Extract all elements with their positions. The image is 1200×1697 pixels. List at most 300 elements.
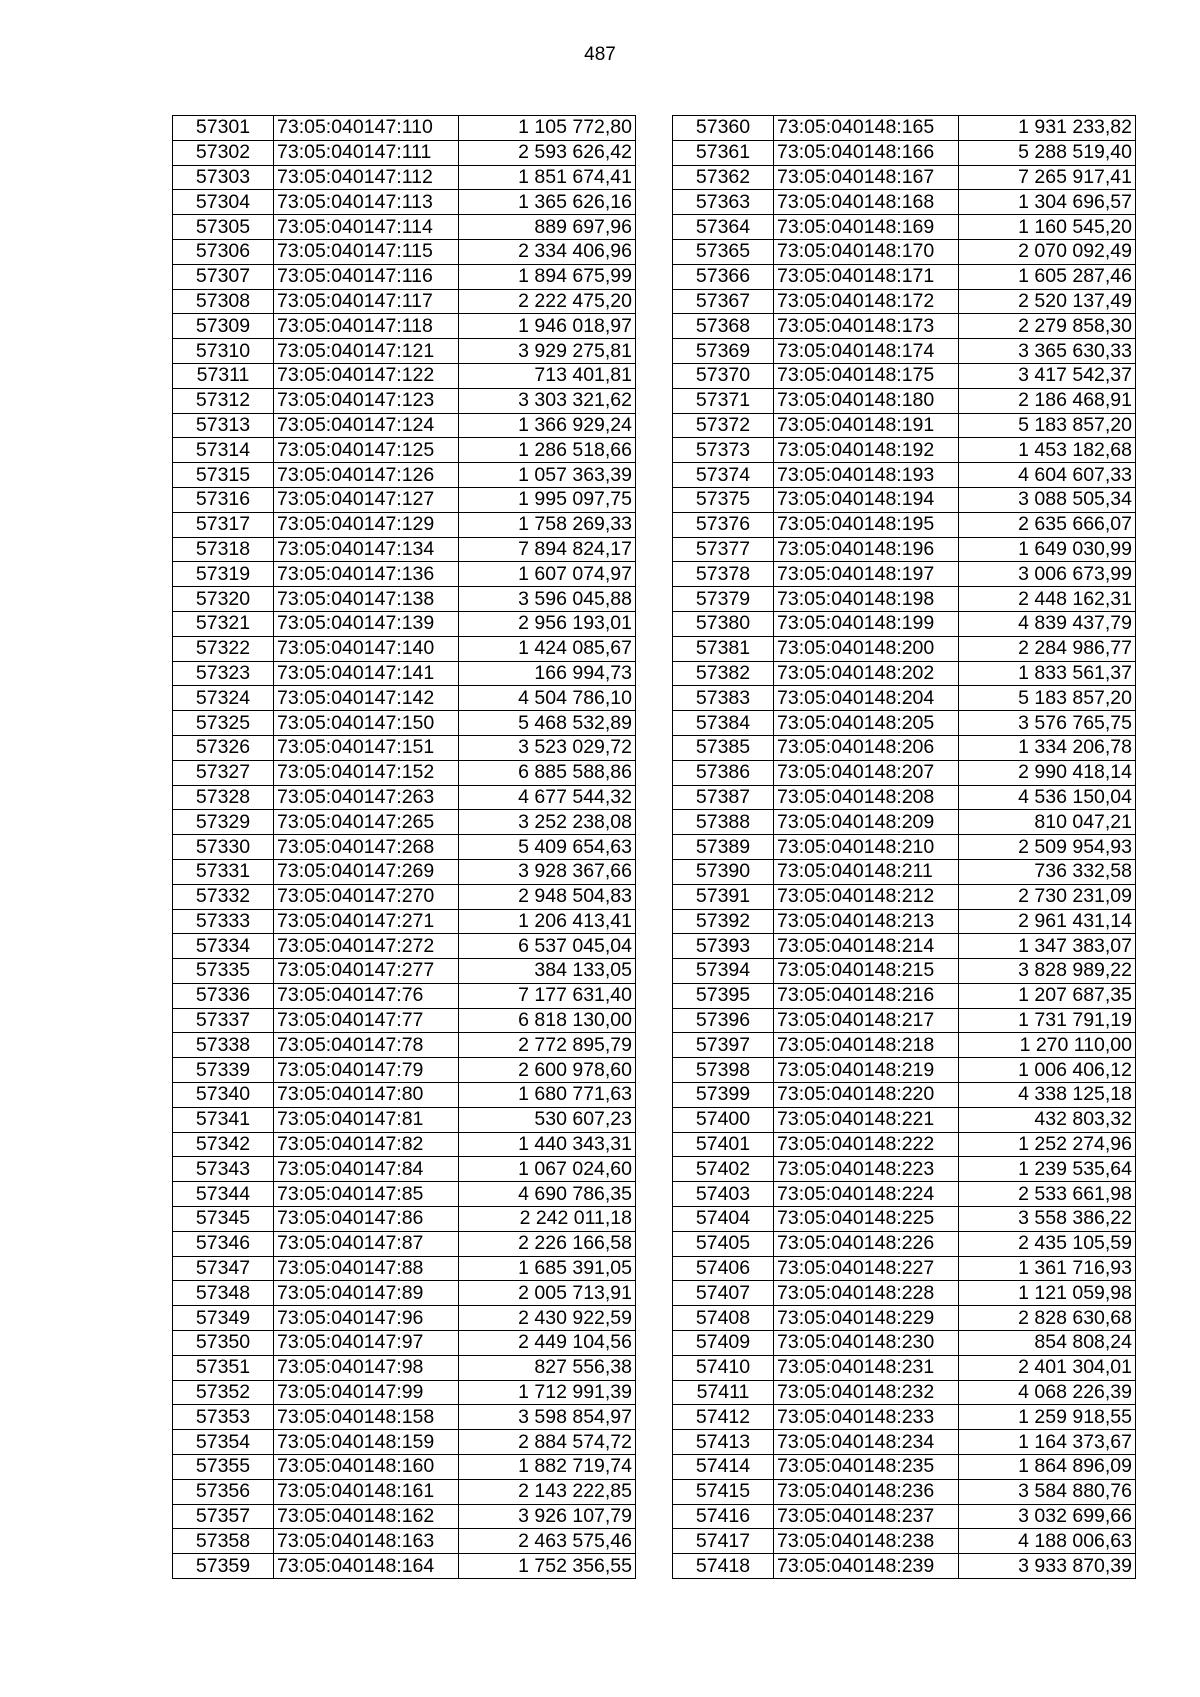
cadastral-number-cell: 73:05:040148:222 (774, 1132, 959, 1157)
table-row (173, 611, 636, 636)
cadastral-number-cell: 73:05:040148:159 (274, 1430, 459, 1455)
table-row (173, 165, 636, 190)
table-row (673, 190, 1136, 215)
cadastral-number-cell: 73:05:040147:82 (274, 1132, 459, 1157)
row-number-cell: 57389 (673, 835, 774, 860)
value-cell: 1 164 373,67 (959, 1430, 1136, 1455)
value-cell: 2 401 304,01 (959, 1355, 1136, 1380)
table-row (173, 686, 636, 711)
table-row (673, 339, 1136, 364)
row-number-cell: 57337 (173, 1008, 274, 1033)
value-cell: 1 304 696,57 (959, 190, 1136, 215)
value-cell: 1 995 097,75 (459, 487, 636, 512)
value-cell: 7 177 631,40 (459, 983, 636, 1008)
table-row (673, 686, 1136, 711)
value-cell: 713 401,81 (459, 363, 636, 388)
row-number-cell: 57396 (673, 1008, 774, 1033)
table-row (173, 264, 636, 289)
row-number-cell: 57320 (173, 587, 274, 612)
value-cell: 1 607 074,97 (459, 562, 636, 587)
table-row (673, 1554, 1136, 1579)
row-number-cell: 57385 (673, 735, 774, 760)
table-row (673, 1355, 1136, 1380)
right-data-table (672, 115, 1136, 1579)
cadastral-number-cell: 73:05:040148:163 (274, 1529, 459, 1554)
table-row (673, 884, 1136, 909)
row-number-cell: 57417 (673, 1529, 774, 1554)
value-cell: 7 894 824,17 (459, 537, 636, 562)
cadastral-number-cell: 73:05:040147:271 (274, 909, 459, 934)
value-cell: 2 600 978,60 (459, 1058, 636, 1083)
cadastral-number-cell: 73:05:040148:170 (774, 239, 959, 264)
value-cell: 2 961 431,14 (959, 909, 1136, 934)
value-cell: 1 680 771,63 (459, 1083, 636, 1108)
table-row (173, 835, 636, 860)
row-number-cell: 57315 (173, 463, 274, 488)
value-cell: 1 160 545,20 (959, 215, 1136, 240)
cadastral-number-cell: 73:05:040148:217 (774, 1008, 959, 1033)
row-number-cell: 57340 (173, 1083, 274, 1108)
cadastral-number-cell: 73:05:040148:221 (774, 1107, 959, 1132)
cadastral-number-cell: 73:05:040147:134 (274, 537, 459, 562)
value-cell: 2 284 986,77 (959, 636, 1136, 661)
row-number-cell: 57344 (173, 1182, 274, 1207)
table-row (673, 1182, 1136, 1207)
row-number-cell: 57308 (173, 289, 274, 314)
row-number-cell: 57342 (173, 1132, 274, 1157)
table-row (673, 810, 1136, 835)
cadastral-number-cell: 73:05:040148:204 (774, 686, 959, 711)
cadastral-number-cell: 73:05:040148:224 (774, 1182, 959, 1207)
cadastral-number-cell: 73:05:040148:164 (274, 1554, 459, 1579)
table-row (673, 760, 1136, 785)
value-cell: 1 067 024,60 (459, 1157, 636, 1182)
table-row (173, 735, 636, 760)
value-cell: 3 933 870,39 (959, 1554, 1136, 1579)
table-row (173, 1107, 636, 1132)
table-row (173, 1281, 636, 1306)
cadastral-number-cell: 73:05:040148:172 (774, 289, 959, 314)
table-row (673, 289, 1136, 314)
cadastral-number-cell: 73:05:040147:142 (274, 686, 459, 711)
cadastral-number-cell: 73:05:040147:84 (274, 1157, 459, 1182)
value-cell: 3 088 505,34 (959, 487, 1136, 512)
row-number-cell: 57401 (673, 1132, 774, 1157)
value-cell: 6 537 045,04 (459, 934, 636, 959)
value-cell: 889 697,96 (459, 215, 636, 240)
table-row (173, 1331, 636, 1356)
row-number-cell: 57341 (173, 1107, 274, 1132)
value-cell: 2 070 092,49 (959, 239, 1136, 264)
cadastral-number-cell: 73:05:040147:138 (274, 587, 459, 612)
value-cell: 827 556,38 (459, 1355, 636, 1380)
value-cell: 4 839 437,79 (959, 611, 1136, 636)
row-number-cell: 57372 (673, 413, 774, 438)
value-cell: 3 523 029,72 (459, 735, 636, 760)
table-row (173, 934, 636, 959)
row-number-cell: 57376 (673, 512, 774, 537)
cadastral-number-cell: 73:05:040148:225 (774, 1207, 959, 1232)
cadastral-number-cell: 73:05:040148:232 (774, 1380, 959, 1405)
cadastral-number-cell: 73:05:040147:127 (274, 487, 459, 512)
value-cell: 3 584 880,76 (959, 1479, 1136, 1504)
row-number-cell: 57304 (173, 190, 274, 215)
table-row (173, 1033, 636, 1058)
left-table-body (173, 116, 636, 1579)
table-row (673, 116, 1136, 141)
cadastral-number-cell: 73:05:040148:191 (774, 413, 959, 438)
value-cell: 2 828 630,68 (959, 1306, 1136, 1331)
row-number-cell: 57394 (673, 959, 774, 984)
row-number-cell: 57360 (673, 116, 774, 141)
cadastral-number-cell: 73:05:040148:213 (774, 909, 959, 934)
cadastral-number-cell: 73:05:040148:214 (774, 934, 959, 959)
table-row (673, 1455, 1136, 1480)
row-number-cell: 57356 (173, 1479, 274, 1504)
row-number-cell: 57370 (673, 363, 774, 388)
value-cell: 2 430 922,59 (459, 1306, 636, 1331)
table-row (173, 1008, 636, 1033)
table-row (673, 785, 1136, 810)
row-number-cell: 57353 (173, 1405, 274, 1430)
row-number-cell: 57390 (673, 859, 774, 884)
table-row (173, 661, 636, 686)
table-row (173, 512, 636, 537)
table-row (673, 959, 1136, 984)
table-row (673, 438, 1136, 463)
row-number-cell: 57332 (173, 884, 274, 909)
cadastral-number-cell: 73:05:040147:126 (274, 463, 459, 488)
cadastral-number-cell: 73:05:040148:207 (774, 760, 959, 785)
row-number-cell: 57402 (673, 1157, 774, 1182)
table-row (173, 785, 636, 810)
table-row (173, 983, 636, 1008)
table-row (673, 314, 1136, 339)
table-row (173, 1529, 636, 1554)
row-number-cell: 57351 (173, 1355, 274, 1380)
cadastral-number-cell: 73:05:040147:265 (274, 810, 459, 835)
cadastral-number-cell: 73:05:040147:263 (274, 785, 459, 810)
row-number-cell: 57309 (173, 314, 274, 339)
row-number-cell: 57358 (173, 1529, 274, 1554)
value-cell: 1 252 274,96 (959, 1132, 1136, 1157)
row-number-cell: 57345 (173, 1207, 274, 1232)
cadastral-number-cell: 73:05:040147:81 (274, 1107, 459, 1132)
row-number-cell: 57377 (673, 537, 774, 562)
cadastral-number-cell: 73:05:040147:98 (274, 1355, 459, 1380)
row-number-cell: 57414 (673, 1455, 774, 1480)
row-number-cell: 57324 (173, 686, 274, 711)
cadastral-number-cell: 73:05:040148:235 (774, 1455, 959, 1480)
cadastral-number-cell: 73:05:040148:206 (774, 735, 959, 760)
table-row (673, 1306, 1136, 1331)
cadastral-number-cell: 73:05:040147:270 (274, 884, 459, 909)
value-cell: 6 818 130,00 (459, 1008, 636, 1033)
row-number-cell: 57328 (173, 785, 274, 810)
row-number-cell: 57325 (173, 711, 274, 736)
row-number-cell: 57331 (173, 859, 274, 884)
table-row (673, 859, 1136, 884)
row-number-cell: 57319 (173, 562, 274, 587)
value-cell: 1 833 561,37 (959, 661, 1136, 686)
row-number-cell: 57321 (173, 611, 274, 636)
table-row (173, 1554, 636, 1579)
row-number-cell: 57371 (673, 388, 774, 413)
value-cell: 4 690 786,35 (459, 1182, 636, 1207)
row-number-cell: 57348 (173, 1281, 274, 1306)
table-row (673, 1207, 1136, 1232)
table-row (673, 1058, 1136, 1083)
value-cell: 1 758 269,33 (459, 512, 636, 537)
cadastral-number-cell: 73:05:040148:238 (774, 1529, 959, 1554)
value-cell: 4 188 006,63 (959, 1529, 1136, 1554)
value-cell: 1 931 233,82 (959, 116, 1136, 141)
value-cell: 1 424 085,67 (459, 636, 636, 661)
cadastral-number-cell: 73:05:040147:150 (274, 711, 459, 736)
table-row (173, 884, 636, 909)
table-row (673, 934, 1136, 959)
table-row (673, 264, 1136, 289)
table-row (173, 1083, 636, 1108)
table-row (673, 1380, 1136, 1405)
row-number-cell: 57354 (173, 1430, 274, 1455)
value-cell: 1 105 772,80 (459, 116, 636, 141)
cadastral-number-cell: 73:05:040148:193 (774, 463, 959, 488)
value-cell: 2 186 468,91 (959, 388, 1136, 413)
cadastral-number-cell: 73:05:040148:174 (774, 339, 959, 364)
table-row (673, 1157, 1136, 1182)
row-number-cell: 57362 (673, 165, 774, 190)
value-cell: 1 206 413,41 (459, 909, 636, 934)
row-number-cell: 57318 (173, 537, 274, 562)
table-row (673, 140, 1136, 165)
table-row (673, 611, 1136, 636)
value-cell: 854 808,24 (959, 1331, 1136, 1356)
cadastral-number-cell: 73:05:040148:194 (774, 487, 959, 512)
value-cell: 4 536 150,04 (959, 785, 1136, 810)
table-row (673, 1107, 1136, 1132)
cadastral-number-cell: 73:05:040147:113 (274, 190, 459, 215)
table-row (173, 1504, 636, 1529)
value-cell: 2 593 626,42 (459, 140, 636, 165)
row-number-cell: 57346 (173, 1231, 274, 1256)
row-number-cell: 57416 (673, 1504, 774, 1529)
table-row (173, 537, 636, 562)
cadastral-number-cell: 73:05:040147:110 (274, 116, 459, 141)
row-number-cell: 57387 (673, 785, 774, 810)
cadastral-number-cell: 73:05:040147:87 (274, 1231, 459, 1256)
value-cell: 7 265 917,41 (959, 165, 1136, 190)
row-number-cell: 57349 (173, 1306, 274, 1331)
cadastral-number-cell: 73:05:040148:192 (774, 438, 959, 463)
cadastral-number-cell: 73:05:040148:233 (774, 1405, 959, 1430)
value-cell: 1 752 356,55 (459, 1554, 636, 1579)
value-cell: 4 504 786,10 (459, 686, 636, 711)
table-row (673, 711, 1136, 736)
row-number-cell: 57408 (673, 1306, 774, 1331)
row-number-cell: 57398 (673, 1058, 774, 1083)
row-number-cell: 57382 (673, 661, 774, 686)
cadastral-number-cell: 73:05:040147:117 (274, 289, 459, 314)
table-row (173, 1355, 636, 1380)
row-number-cell: 57397 (673, 1033, 774, 1058)
table-row (173, 859, 636, 884)
cadastral-number-cell: 73:05:040148:230 (774, 1331, 959, 1356)
row-number-cell: 57314 (173, 438, 274, 463)
row-number-cell: 57306 (173, 239, 274, 264)
value-cell: 2 509 954,93 (959, 835, 1136, 860)
value-cell: 1 361 716,93 (959, 1256, 1136, 1281)
row-number-cell: 57359 (173, 1554, 274, 1579)
row-number-cell: 57369 (673, 339, 774, 364)
cadastral-number-cell: 73:05:040148:216 (774, 983, 959, 1008)
value-cell: 1 365 626,16 (459, 190, 636, 215)
cadastral-number-cell: 73:05:040147:277 (274, 959, 459, 984)
table-row (173, 388, 636, 413)
row-number-cell: 57301 (173, 116, 274, 141)
cadastral-number-cell: 73:05:040147:125 (274, 438, 459, 463)
value-cell: 2 222 475,20 (459, 289, 636, 314)
value-cell: 2 334 406,96 (459, 239, 636, 264)
value-cell: 1 057 363,39 (459, 463, 636, 488)
value-cell: 2 635 666,07 (959, 512, 1136, 537)
value-cell: 5 183 857,20 (959, 686, 1136, 711)
table-row (173, 239, 636, 264)
table-row (173, 289, 636, 314)
row-number-cell: 57329 (173, 810, 274, 835)
table-row (673, 363, 1136, 388)
table-row (173, 1306, 636, 1331)
value-cell: 2 005 713,91 (459, 1281, 636, 1306)
row-number-cell: 57347 (173, 1256, 274, 1281)
value-cell: 3 576 765,75 (959, 711, 1136, 736)
table-row (173, 487, 636, 512)
row-number-cell: 57333 (173, 909, 274, 934)
cadastral-number-cell: 73:05:040147:152 (274, 760, 459, 785)
cadastral-number-cell: 73:05:040148:212 (774, 884, 959, 909)
table-row (673, 1008, 1136, 1033)
value-cell: 1 347 383,07 (959, 934, 1136, 959)
row-number-cell: 57312 (173, 388, 274, 413)
row-number-cell: 57365 (673, 239, 774, 264)
row-number-cell: 57343 (173, 1157, 274, 1182)
cadastral-number-cell: 73:05:040147:129 (274, 512, 459, 537)
table-row (173, 463, 636, 488)
row-number-cell: 57317 (173, 512, 274, 537)
cadastral-number-cell: 73:05:040147:151 (274, 735, 459, 760)
cadastral-number-cell: 73:05:040147:112 (274, 165, 459, 190)
value-cell: 3 598 854,97 (459, 1405, 636, 1430)
row-number-cell: 57418 (673, 1554, 774, 1579)
table-row (673, 239, 1136, 264)
table-row (673, 537, 1136, 562)
row-number-cell: 57355 (173, 1455, 274, 1480)
value-cell: 4 338 125,18 (959, 1083, 1136, 1108)
cadastral-number-cell: 73:05:040147:140 (274, 636, 459, 661)
value-cell: 1 882 719,74 (459, 1455, 636, 1480)
table-row (173, 116, 636, 141)
table-row (173, 1231, 636, 1256)
value-cell: 2 449 104,56 (459, 1331, 636, 1356)
table-row (173, 810, 636, 835)
table-row (673, 215, 1136, 240)
row-number-cell: 57335 (173, 959, 274, 984)
cadastral-number-cell: 73:05:040147:141 (274, 661, 459, 686)
cadastral-number-cell: 73:05:040147:77 (274, 1008, 459, 1033)
cadastral-number-cell: 73:05:040148:197 (774, 562, 959, 587)
row-number-cell: 57303 (173, 165, 274, 190)
row-number-cell: 57392 (673, 909, 774, 934)
cadastral-number-cell: 73:05:040148:202 (774, 661, 959, 686)
table-row (173, 1182, 636, 1207)
value-cell: 3 303 321,62 (459, 388, 636, 413)
cadastral-number-cell: 73:05:040148:165 (774, 116, 959, 141)
cadastral-number-cell: 73:05:040148:199 (774, 611, 959, 636)
cadastral-number-cell: 73:05:040147:269 (274, 859, 459, 884)
table-row (173, 760, 636, 785)
table-row (673, 1430, 1136, 1455)
value-cell: 2 435 105,59 (959, 1231, 1136, 1256)
row-number-cell: 57363 (673, 190, 774, 215)
table-row (173, 909, 636, 934)
row-number-cell: 57415 (673, 1479, 774, 1504)
cadastral-number-cell: 73:05:040148:234 (774, 1430, 959, 1455)
table-row (673, 909, 1136, 934)
row-number-cell: 57311 (173, 363, 274, 388)
value-cell: 2 884 574,72 (459, 1430, 636, 1455)
right-table-body (673, 116, 1136, 1579)
row-number-cell: 57395 (673, 983, 774, 1008)
table-row (173, 339, 636, 364)
value-cell: 1 270 110,00 (959, 1033, 1136, 1058)
table-row (673, 1479, 1136, 1504)
cadastral-number-cell: 73:05:040148:228 (774, 1281, 959, 1306)
row-number-cell: 57400 (673, 1107, 774, 1132)
table-row (173, 438, 636, 463)
cadastral-number-cell: 73:05:040148:200 (774, 636, 959, 661)
value-cell: 1 207 687,35 (959, 983, 1136, 1008)
row-number-cell: 57307 (173, 264, 274, 289)
table-row (673, 487, 1136, 512)
page-number: 487 (584, 44, 616, 65)
row-number-cell: 57386 (673, 760, 774, 785)
row-number-cell: 57388 (673, 810, 774, 835)
value-cell: 2 226 166,58 (459, 1231, 636, 1256)
row-number-cell: 57404 (673, 1207, 774, 1232)
value-cell: 1 440 343,31 (459, 1132, 636, 1157)
cadastral-number-cell: 73:05:040148:162 (274, 1504, 459, 1529)
table-row (673, 1405, 1136, 1430)
row-number-cell: 57406 (673, 1256, 774, 1281)
table-row (673, 835, 1136, 860)
cadastral-number-cell: 73:05:040148:229 (774, 1306, 959, 1331)
row-number-cell: 57339 (173, 1058, 274, 1083)
cadastral-number-cell: 73:05:040147:114 (274, 215, 459, 240)
cadastral-number-cell: 73:05:040147:124 (274, 413, 459, 438)
cadastral-number-cell: 73:05:040147:80 (274, 1083, 459, 1108)
table-row (173, 1380, 636, 1405)
value-cell: 3 006 673,99 (959, 562, 1136, 587)
value-cell: 2 520 137,49 (959, 289, 1136, 314)
value-cell: 3 828 989,22 (959, 959, 1136, 984)
row-number-cell: 57410 (673, 1355, 774, 1380)
row-number-cell: 57380 (673, 611, 774, 636)
value-cell: 4 604 607,33 (959, 463, 1136, 488)
value-cell: 3 032 699,66 (959, 1504, 1136, 1529)
row-number-cell: 57409 (673, 1331, 774, 1356)
table-row (673, 388, 1136, 413)
value-cell: 1 685 391,05 (459, 1256, 636, 1281)
